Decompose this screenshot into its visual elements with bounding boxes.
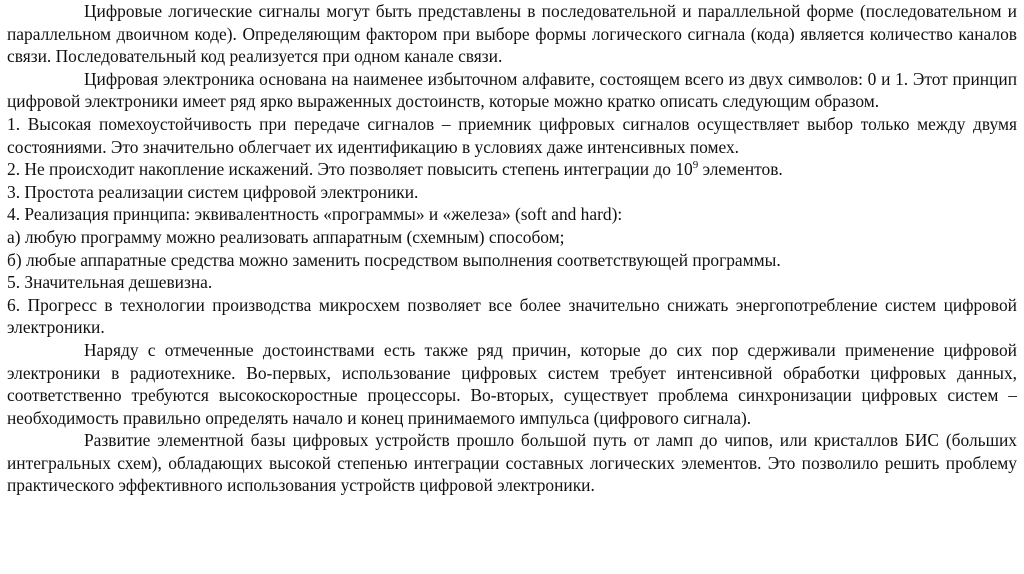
list-item-noise-immunity: 1. Высокая помехоустойчивость при передаче сигналов – приемник цифровых сигналов осуществляет выбор только между двумя состояниями. Это значительно облегчает их идентификацию в условиях даже интенсивных помех. [7, 113, 1017, 157]
list-item-no-distortion [7, 158, 1017, 181]
list-item-no-distortion-tail: элементов. [698, 159, 783, 180]
list-item-soft-hard: 4. Реализация принципа: эквивалентность «программы» и «железа» (soft and hard): [7, 204, 623, 225]
list-item-cheapness: 5. Значительная дешевизна. [7, 272, 213, 293]
list-subitem-b: б) любые аппаратные средства можно заменить посредством выполнения соответствующей программы. [7, 249, 781, 270]
paragraph-signal-forms: Цифровые логические сигналы могут быть представлены в последовательной и параллельной форме (последовательном и параллельном двоичном коде). Определяющим фактором при выборе формы логического сигнала (кода) является количество каналов связи. Последовательный код реализуется при одном канале связи. [7, 1, 1017, 67]
list-subitem-a: а) любую программу можно реализовать аппаратным (схемным) способом; [7, 226, 565, 247]
paragraph-binary-alphabet: Цифровая электроника основана на наименее избыточном алфавите, состоящем всего из двух символов: 0 и 1. Этот принцип цифровой электроники имеет ряд ярко выраженных достоинств, которые можно кратко описать следующим образом. [7, 68, 1017, 112]
exponent: 9 [692, 159, 699, 172]
list-item-simplicity: 3. Простота реализации систем цифровой электроники. [7, 181, 419, 202]
document-page [7, 0, 1017, 497]
list-item-progress: 6. Прогресс в технологии производства микросхем позволяет все более значительно снижать энергопотребление систем цифровой электроники. [7, 294, 1017, 338]
paragraph-limitations: Наряду с отмеченные достоинствами есть также ряд причин, которые до сих пор сдерживали применение цифровой электроники в радиотехнике. Во-первых, использование цифровых систем требует интенсивной обработки цифровых данных, соответственно требуются высокоскоростные процессоры. Во-вторых, существует проблема синхронизации цифровых систем – необходимость правильно определять начало и конец принимаемого импульса (цифрового сигнала). [7, 339, 1017, 428]
list-item-no-distortion-text: 2. Не происходит накопление искажений. Это позволяет повысить степень интеграции до 10 [7, 159, 693, 180]
paragraph-element-base: Развитие элементной базы цифровых устройств прошло большой путь от ламп до чипов, или кристаллов БИС (больших интегральных схем), обладающих высокой степенью интеграции составных логических элементов. Это позволило решить проблему практического эффективного использования устройств цифровой электроники. [7, 430, 1017, 496]
